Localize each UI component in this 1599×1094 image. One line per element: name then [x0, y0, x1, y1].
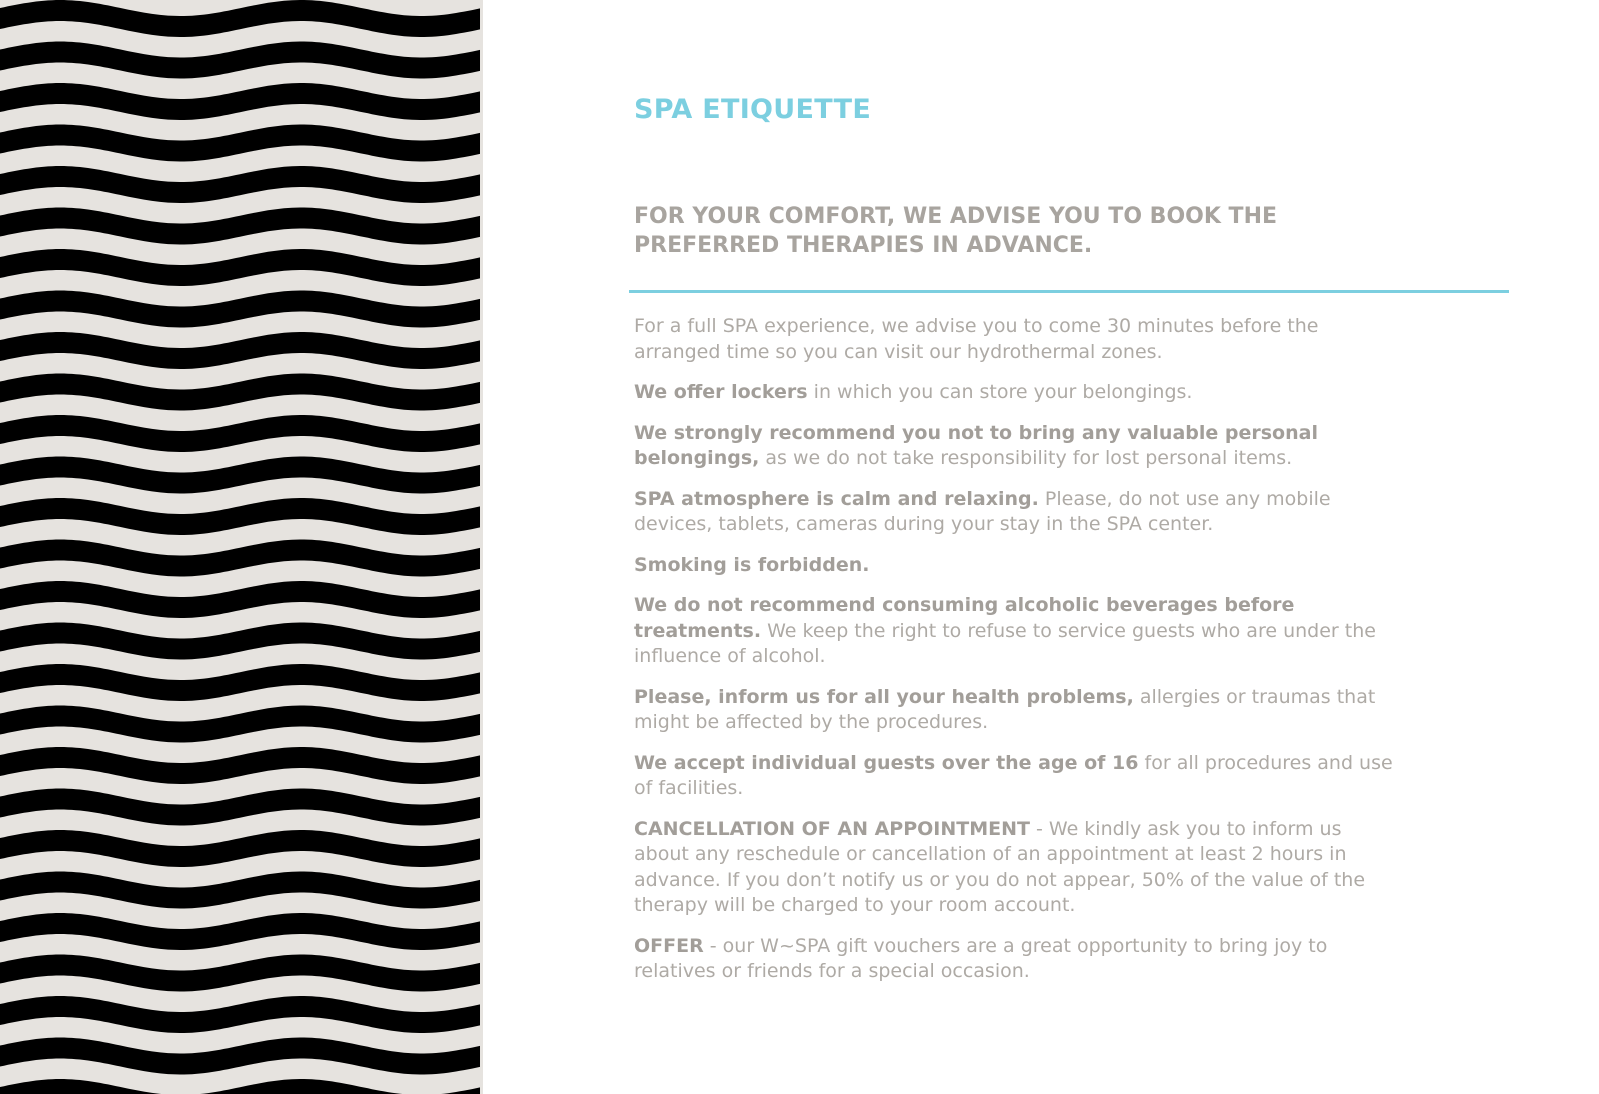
- wave-stripe: [0, 872, 480, 909]
- wave-stripe: [0, 291, 480, 328]
- wave-stripe: [0, 1038, 480, 1075]
- wave-stripe: [0, 955, 480, 992]
- wave-stripe: [0, 83, 480, 120]
- wave-stripe: [0, 996, 480, 1033]
- wave-stripe: [0, 0, 480, 37]
- wave-stripe: [0, 623, 480, 660]
- wave-stripe: [0, 498, 480, 535]
- wave-stripe: [0, 1079, 480, 1094]
- divider-line: [629, 290, 1509, 293]
- rule-paragraph: Smoking is forbidden.: [634, 553, 870, 576]
- rule-paragraph: For a full SPA experience, we advise you to come 30 minutes before the arranged time so you can visit our hydrothermal zones.: [634, 315, 1319, 363]
- wave-stripe: [0, 664, 480, 701]
- rule-paragraph: We offer lockers in which you can store your belongings.: [634, 381, 1193, 403]
- rule-paragraph: CANCELLATION OF AN APPOINTMENT - We kindly ask you to inform us about any reschedule or cancellation of an appointment at least 2 hours in advance. If you don’t notify us or you do not appear, 50% of the value of the therapy will be charged to your room account.: [634, 817, 1366, 916]
- wave-stripe: [0, 125, 480, 162]
- rule-paragraph: SPA atmosphere is calm and relaxing. Please, do not use any mobile devices, tablets, cameras during your stay in the SPA center.: [634, 487, 1331, 535]
- rule-paragraph: Please, inform us for all your health problems, allergies or traumas that might be affected by the procedures.: [634, 685, 1376, 733]
- wave-stripe: [0, 706, 480, 743]
- rule-paragraph: OFFER - our W~SPA gift vouchers are a great opportunity to bring joy to relatives or friends for a special occasion.: [634, 934, 1328, 982]
- wave-stripe: [0, 540, 480, 577]
- wave-stripe: [0, 208, 480, 245]
- rule-paragraph: We do not recommend consuming alcoholic beverages before treatments. We keep the right to refuse to service guests who are under the influence of alcohol.: [634, 594, 1376, 667]
- rule-paragraph: We accept individual guests over the age of 16 for all procedures and use of facilities.: [634, 751, 1393, 799]
- wave-stripe: [0, 42, 480, 79]
- wave-stripe: [0, 913, 480, 950]
- wave-stripe: [0, 332, 480, 369]
- booking-advice-heading: FOR YOUR COMFORT, WE ADVISE YOU TO BOOK THE PREFERRED THERAPIES IN ADVANCE.: [634, 204, 1278, 258]
- wave-stripe: [0, 374, 480, 411]
- wave-stripe: [0, 581, 480, 618]
- wave-pattern-panel: [0, 0, 483, 1094]
- wave-stripe: [0, 789, 480, 826]
- wave-stripe: [0, 415, 480, 452]
- wave-stripe: [0, 166, 480, 203]
- wave-stripe: [0, 249, 480, 286]
- wave-stripe: [0, 457, 480, 494]
- wave-pattern-graphic: [0, 0, 483, 1094]
- page-title: SPA ETIQUETTE: [634, 94, 872, 125]
- wave-stripe: [0, 830, 480, 867]
- wave-stripe: [0, 747, 480, 784]
- rule-paragraph: We strongly recommend you not to bring any valuable personal belongings, as we do not take responsibility for lost personal items.: [634, 421, 1318, 469]
- etiquette-rules-list: [634, 314, 1394, 1000]
